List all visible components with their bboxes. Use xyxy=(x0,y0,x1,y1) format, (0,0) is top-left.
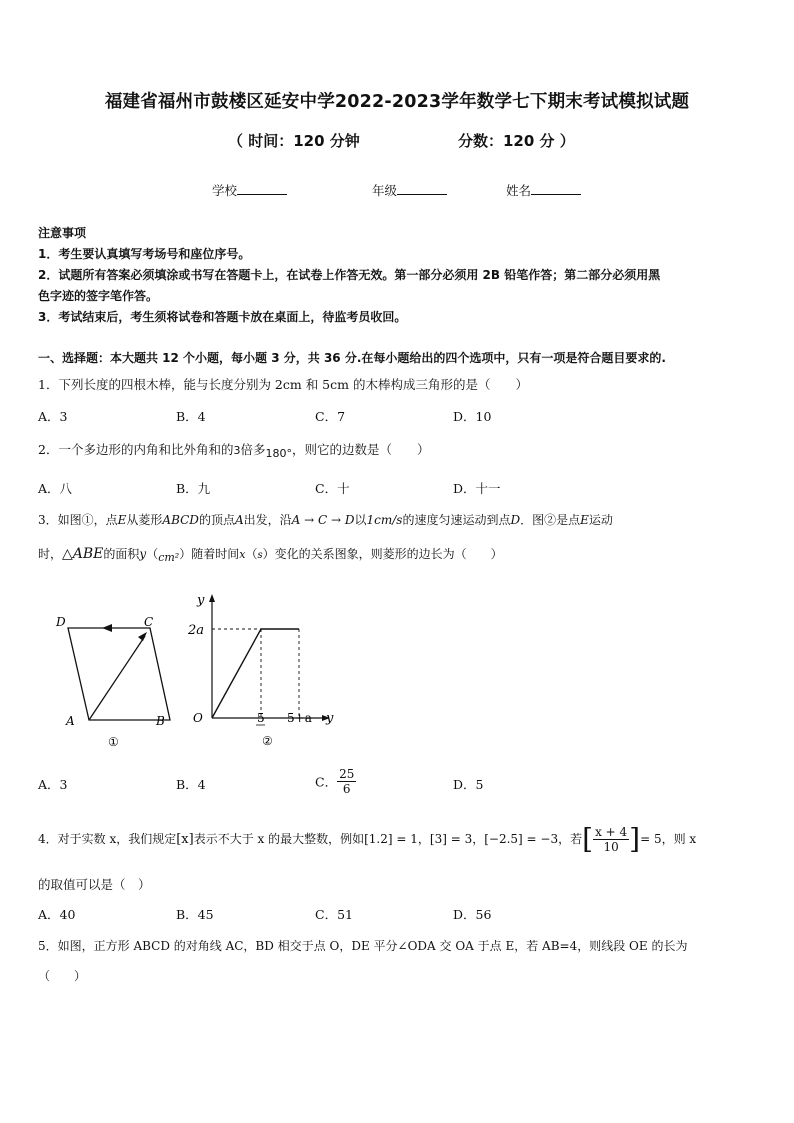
note-item: 色字迹的签字笔作答。 xyxy=(38,289,159,303)
q4-option-a: A．40 xyxy=(38,907,76,922)
school-blank xyxy=(237,182,287,195)
q3-option-c xyxy=(315,767,356,796)
question-4-line-1 xyxy=(38,822,696,856)
q3-var: ABCD xyxy=(162,513,199,527)
fraction-numerator: x + 4 xyxy=(595,825,628,839)
q3-text: ）随着时间 xyxy=(179,547,240,561)
score-label: 分数：120 分 ） xyxy=(458,132,575,150)
q4-math: [1.2] = 1 xyxy=(364,832,418,846)
q2-text: 2．一个多边形的内角和比外角和的 xyxy=(38,442,234,457)
q3-text: 的面积 xyxy=(103,547,140,561)
arrow-ac-icon xyxy=(138,632,147,641)
q3-text: （ xyxy=(146,547,159,561)
q3-var: x xyxy=(239,548,246,561)
x-axis-label: y xyxy=(326,711,334,726)
q2-option-d: D．十一 xyxy=(453,481,501,496)
question-3-line-2 xyxy=(38,545,503,562)
q3-text: （ xyxy=(245,547,258,561)
figure-2-caption: ② xyxy=(262,734,273,748)
q1-option-d: D．10 xyxy=(453,409,492,424)
origin-label: O xyxy=(193,711,203,725)
q1-option-b: B．4 xyxy=(176,409,206,424)
rhombus-figure xyxy=(46,608,176,753)
vertex-a-label: A xyxy=(66,714,75,728)
section-heading: 一、选择题：本大题共 12 个小题，每小题 3 分，共 36 分.在每小题给出的四个选项中，只有一项是符合题目要求的. xyxy=(38,351,666,365)
grade-label: 年级 xyxy=(372,183,398,198)
bracket-right: ] xyxy=(629,822,641,856)
grade-field xyxy=(372,181,447,199)
q4-text: ， xyxy=(417,832,430,846)
notes-heading: 注意事项 xyxy=(38,226,87,240)
q2-text: ，则它的边数是（ ） xyxy=(291,442,430,457)
q4-text: ，若 xyxy=(558,832,583,846)
q2-option-a: A．八 xyxy=(38,481,73,496)
q2-option-c: C．十 xyxy=(315,481,350,496)
q3-option-b: B．4 xyxy=(176,777,206,792)
q3-option-d: D．5 xyxy=(453,777,484,792)
area-time-graph xyxy=(186,588,346,753)
q3-unit: cm² xyxy=(158,551,180,564)
question-2-stem xyxy=(38,440,430,458)
name-blank xyxy=(531,182,581,195)
q3-speed: 1cm/s xyxy=(366,513,403,527)
q2-option-b: B．九 xyxy=(176,481,211,496)
q4-text: ，则 x xyxy=(661,832,697,846)
q3-var: A xyxy=(234,513,244,527)
q3-var: D xyxy=(510,513,521,527)
q2-angle: 180° xyxy=(265,447,292,460)
x-tick-label: 5 xyxy=(257,711,265,725)
x-tick-label: 5+a xyxy=(287,711,312,725)
school-field xyxy=(212,181,287,199)
q1-option-c: C．7 xyxy=(315,409,346,424)
fraction-denominator: 10 xyxy=(603,840,619,854)
grade-blank xyxy=(397,182,447,195)
graph-line xyxy=(212,629,299,718)
q3-text: ）变化的关系图象，则菱形的边长为（ ） xyxy=(262,547,503,561)
q4-option-d: D．56 xyxy=(453,907,492,922)
q1-option-a: A．3 xyxy=(38,409,68,424)
q2-num: 3 xyxy=(233,444,241,457)
name-label: 姓名 xyxy=(506,183,532,198)
q2-text: 倍多 xyxy=(240,442,266,457)
q3-text: ．图②是点 xyxy=(520,513,581,527)
vertex-b-label: B xyxy=(156,714,165,728)
vertex-c-label: C xyxy=(144,615,154,629)
q4-math: [−2.5] = −3 xyxy=(484,832,559,846)
q3-text: 从菱形 xyxy=(126,513,163,527)
question-4-line-2: 的取值可以是（ ） xyxy=(38,877,151,892)
vertex-d-label: D xyxy=(56,615,66,629)
q4-text: ， xyxy=(472,832,485,846)
question-5-line-1: 5．如图，正方形 ABCD 的对角线 AC，BD 相交于点 O，DE 平分∠ODA 交 OA 于点 E，若 AB=4，则线段 OE 的长为 xyxy=(38,939,688,953)
q3-option-c-fraction xyxy=(337,767,356,796)
q3-option-a: A．3 xyxy=(38,777,68,792)
y-axis-label: y xyxy=(197,593,205,608)
question-5-line-2: （ ） xyxy=(38,969,87,983)
note-item: 1．考生要认真填写考场号和座位序号。 xyxy=(38,247,251,261)
q3-var: E xyxy=(580,513,589,527)
question-1-stem: 1．下列长度的四根木棒，能与长度分别为 2cm 和 5cm 的木棒构成三角形的是（ ） xyxy=(38,377,528,392)
q4-math: [3] = 3 xyxy=(429,832,473,846)
y-tick-label: 2a xyxy=(188,623,205,638)
q4-text: 4．对于实数 x，我们规定 xyxy=(38,832,177,846)
diagonal-ac xyxy=(89,636,145,720)
arrow-cd-icon xyxy=(102,624,112,632)
q3-text: 3．如图①，点 xyxy=(38,513,118,527)
q4-text: 表示不大于 x 的最大整数，例如 xyxy=(193,832,365,846)
q4-math: [x] xyxy=(176,832,194,847)
q3-unit: s xyxy=(257,550,263,561)
q3-text: 的顶点 xyxy=(198,513,235,527)
note-item: 3．考试结束后，考生须将试卷和答题卡放在桌面上，待监考员收回。 xyxy=(38,310,407,324)
q4-option-c: C．51 xyxy=(315,907,353,922)
school-label: 学校 xyxy=(212,183,238,198)
figure-1-caption: ① xyxy=(108,735,119,749)
q3-text: 以 xyxy=(354,513,367,527)
q4-fraction xyxy=(593,825,629,854)
q4-math: = 5 xyxy=(640,832,662,846)
q3-var: E xyxy=(117,513,127,527)
q3-var: y xyxy=(139,547,147,561)
fraction-numerator: 25 xyxy=(339,767,355,781)
question-3-line-1 xyxy=(38,511,613,528)
fraction-denominator: 6 xyxy=(342,782,351,796)
q3-text: 时， xyxy=(38,547,63,561)
q3-text: 出发，沿 xyxy=(243,513,292,527)
exam-title: 福建省福州市鼓楼区延安中学2022-2023学年数学七下期末考试模拟试题 xyxy=(104,92,690,112)
note-item: 2．试题所有答案必须填涂或书写在答题卡上，在试卷上作答无效。第一部分必须用 2B 铅笔作答；第二部分必须用黑 xyxy=(38,268,661,282)
q3-triangle: △ABE xyxy=(62,546,104,562)
bracket-left: [ xyxy=(582,822,594,856)
y-axis-arrow-icon xyxy=(209,594,215,602)
q3-path: A → C → D xyxy=(291,513,355,527)
q3-text: 运动 xyxy=(588,513,613,527)
q3-option-c-label: C． xyxy=(315,774,338,790)
q4-option-b: B．45 xyxy=(176,907,214,922)
name-field xyxy=(506,181,581,199)
time-label: （ 时间：120 分钟 xyxy=(228,132,360,150)
q3-text: 的速度匀速运动到点 xyxy=(402,513,511,527)
